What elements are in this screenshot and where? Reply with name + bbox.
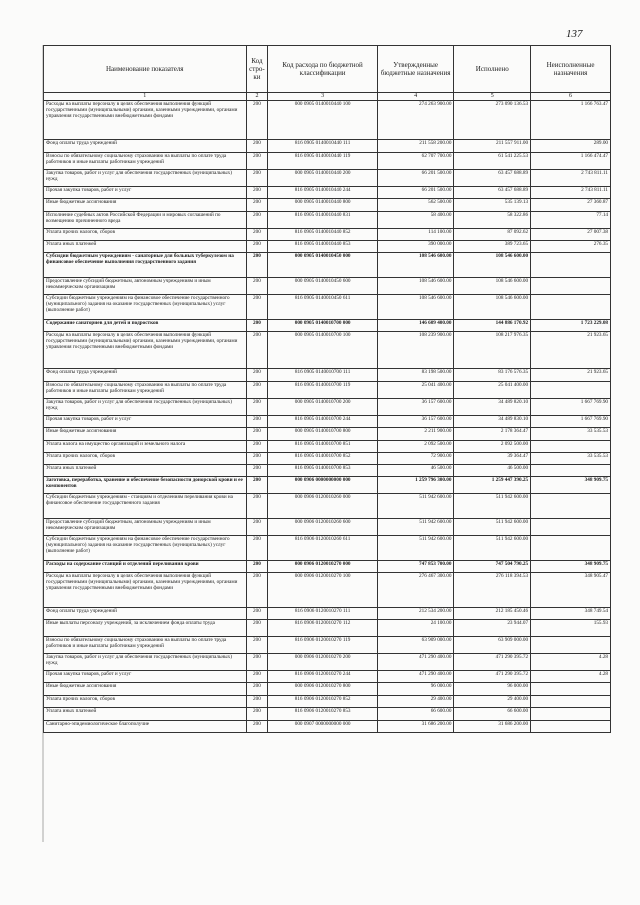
cell-approved: 25 041 400.00 (377, 382, 454, 399)
table-row (44, 170, 611, 187)
table-row (44, 536, 611, 561)
cell-unexecuted: 1 667 769.90 (531, 399, 611, 416)
cell-name: Субсидии бюджетным учреждениям - санаторные для больных туберкулезом на финансовое обеспечение выполнения государственного задания (44, 253, 247, 278)
cell-executed: 23 944.07 (454, 620, 531, 637)
cell-approved: 114 100.00 (377, 229, 454, 241)
cell-budget-code: 000 0905 0140010440 800 (268, 199, 377, 212)
cell-executed: 2 092 500.00 (454, 441, 531, 453)
cell-budget-code: 000 0905 0140010450 000 (268, 253, 377, 278)
cell-name: Субсидии бюджетным учреждениям - станциям и отделениям переливания крови на финансовое обеспечение государственного задания (44, 494, 247, 519)
cell-line-code: 200 (246, 101, 268, 140)
cell-unexecuted: 4.28 (531, 671, 611, 683)
table-body (44, 101, 611, 733)
cell-name: Закупка товаров, работ и услуг для обеспечения государственных (муниципальных) нужд (44, 399, 247, 416)
cell-name: Уплата налога на имущество организаций и земельного налога (44, 441, 247, 453)
cell-line-code: 200 (246, 696, 268, 708)
cell-executed: 535 139.13 (454, 199, 531, 212)
cell-name: Иные бюджетные ассигнования (44, 428, 247, 441)
cell-name: Расходы на содержание станций и отделений переливания крови (44, 561, 247, 573)
cell-unexecuted: 1 667 769.90 (531, 416, 611, 428)
cell-executed: 511 942 600.00 (454, 536, 531, 561)
cell-executed: 31 686 200.00 (454, 721, 531, 733)
cell-name: Предоставление субсидий бюджетным, автономным учреждениям и иным некоммерческим организациям (44, 519, 247, 536)
cell-name: Фонд оплаты труда учреждений (44, 608, 247, 620)
cell-unexecuted: 1 166 763.47 (531, 101, 611, 140)
cell-unexecuted (531, 721, 611, 733)
cell-unexecuted (531, 696, 611, 708)
cell-approved: 2 092 500.00 (377, 441, 454, 453)
table-row (44, 561, 611, 573)
table-row (44, 573, 611, 608)
cell-unexecuted: 2 743 811.11 (531, 187, 611, 199)
cell-executed: 63 457 688.89 (454, 170, 531, 187)
cell-line-code: 200 (246, 399, 268, 416)
table-row (44, 295, 611, 320)
cell-unexecuted (531, 278, 611, 295)
cell-unexecuted: 27 360.87 (531, 199, 611, 212)
cell-executed: 276 118 394.53 (454, 573, 531, 608)
cell-name: Расходы на выплаты персоналу в целях обеспечения выполнения функций государственными (муниципальными) органами, казенными учреждениями, органами управления государственными внебюджетными фондами (44, 101, 247, 140)
cell-budget-code: 816 0905 0140010700 111 (268, 369, 377, 382)
cell-budget-code: 816 0906 0120010270 852 (268, 696, 377, 708)
cell-approved: 108 239 900.00 (377, 332, 454, 369)
cell-line-code: 200 (246, 654, 268, 671)
header-kbk: Код расхода по бюджетной классификации (268, 46, 377, 93)
cell-budget-code: 000 0906 0120010260 000 (268, 494, 377, 519)
cell-budget-code: 000 0905 0140010440 200 (268, 170, 377, 187)
cell-budget-code: 000 0906 0120010270 200 (268, 654, 377, 671)
table-row (44, 428, 611, 441)
cell-approved: 58 400.00 (377, 212, 454, 229)
cell-approved: 390 000.00 (377, 241, 454, 253)
cell-name: Прочая закупка товаров, работ и услуг (44, 671, 247, 683)
cell-budget-code: 000 0906 0120010260 600 (268, 519, 377, 536)
cell-budget-code: 816 0905 0140010440 831 (268, 212, 377, 229)
cell-budget-code: 000 0907 0000000000 000 (268, 721, 377, 733)
cell-executed: 63 909 000.00 (454, 637, 531, 654)
cell-executed: 108 217 976.35 (454, 332, 531, 369)
cell-name: Фонд оплаты труда учреждений (44, 140, 247, 153)
cell-budget-code: 000 0905 0140010440 100 (268, 101, 377, 140)
cell-name: Закупка товаров, работ и услуг для обеспечения государственных (муниципальных) нужд (44, 170, 247, 187)
cell-approved: 24 100.00 (377, 620, 454, 637)
cell-budget-code: 000 0906 0000000000 000 (268, 477, 377, 494)
table-row (44, 671, 611, 683)
cell-unexecuted: 33 535.53 (531, 453, 611, 465)
cell-line-code: 200 (246, 671, 268, 683)
header-executed: Исполнено (454, 46, 531, 93)
table-row (44, 212, 611, 229)
cell-line-code: 200 (246, 140, 268, 153)
cell-budget-code: 816 0906 0120010270 112 (268, 620, 377, 637)
cell-unexecuted: 21 923.65 (531, 369, 611, 382)
table-row (44, 654, 611, 671)
cell-budget-code: 816 0905 0140010440 853 (268, 241, 377, 253)
cell-name: Взносы по обязательному социальному страхованию на выплаты по оплате труда работников и иные выплаты работникам учреждений (44, 153, 247, 170)
column-number: 5 (454, 93, 531, 101)
cell-line-code: 200 (246, 573, 268, 608)
cell-executed: 63 457 688.89 (454, 187, 531, 199)
cell-approved: 146 609 400.00 (377, 320, 454, 332)
cell-budget-code: 816 0905 0140010450 611 (268, 295, 377, 320)
cell-name: Расходы на выплаты персоналу в целях обеспечения выполнения функций государственными (муниципальными) органами, казенными учреждениями, органами управления государственными внебюджетными фондами (44, 573, 247, 608)
cell-name: Взносы по обязательному социальному страхованию на выплаты по оплате труда работников и иные выплаты работникам учреждений (44, 637, 247, 654)
cell-name: Исполнение судебных актов Российской Федерации и мировых соглашений по возмещению причиненного вреда (44, 212, 247, 229)
table-row (44, 465, 611, 477)
cell-name: Прочая закупка товаров, работ и услуг (44, 187, 247, 199)
cell-executed: 25 041 400.00 (454, 382, 531, 399)
column-number: 6 (531, 93, 611, 101)
cell-approved: 471 290 400.00 (377, 671, 454, 683)
cell-name: Уплата прочих налогов, сборов (44, 453, 247, 465)
cell-executed: 66 600.00 (454, 708, 531, 721)
cell-line-code: 200 (246, 241, 268, 253)
cell-line-code: 200 (246, 683, 268, 696)
cell-unexecuted (531, 382, 611, 399)
cell-line-code: 200 (246, 187, 268, 199)
cell-line-code: 200 (246, 332, 268, 369)
cell-approved: 2 211 900.00 (377, 428, 454, 441)
cell-unexecuted: 21 923.65 (531, 332, 611, 369)
column-number: 2 (246, 93, 268, 101)
cell-executed: 2 178 364.47 (454, 428, 531, 441)
cell-line-code: 200 (246, 428, 268, 441)
cell-name: Взносы по обязательному социальному страхованию на выплаты по оплате труда работников и иные выплаты работникам учреждений (44, 382, 247, 399)
table-row (44, 721, 611, 733)
cell-unexecuted: 348 909.75 (531, 561, 611, 573)
cell-unexecuted: 276.35 (531, 241, 611, 253)
table-header-row (44, 46, 611, 93)
cell-unexecuted: 155.93 (531, 620, 611, 637)
cell-executed: 108 546 600.00 (454, 253, 531, 278)
cell-approved: 96 000.00 (377, 683, 454, 696)
table-row (44, 153, 611, 170)
cell-budget-code: 816 0905 0140010700 119 (268, 382, 377, 399)
cell-budget-code: 000 0906 0120010270 100 (268, 573, 377, 608)
header-unexecuted: Неисполненные назначения (531, 46, 611, 93)
cell-unexecuted: 348 905.47 (531, 573, 611, 608)
table-row (44, 683, 611, 696)
cell-executed: 34 489 830.10 (454, 416, 531, 428)
cell-executed: 389 723.65 (454, 241, 531, 253)
cell-approved: 46 500.00 (377, 465, 454, 477)
cell-approved: 212 534 200.00 (377, 608, 454, 620)
cell-approved: 31 686 200.00 (377, 721, 454, 733)
cell-line-code: 200 (246, 708, 268, 721)
cell-unexecuted (531, 637, 611, 654)
cell-unexecuted (531, 295, 611, 320)
cell-line-code: 200 (246, 320, 268, 332)
cell-approved: 36 157 600.00 (377, 416, 454, 428)
cell-unexecuted (531, 536, 611, 561)
cell-line-code: 200 (246, 637, 268, 654)
cell-executed: 58 322.86 (454, 212, 531, 229)
cell-line-code: 200 (246, 278, 268, 295)
cell-name: Санитарно-эпидемиологическое благополучие (44, 721, 247, 733)
cell-approved: 211 558 200.00 (377, 140, 454, 153)
cell-executed: 211 557 911.00 (454, 140, 531, 153)
cell-name: Фонд оплаты труда учреждений (44, 369, 247, 382)
cell-budget-code: 000 0906 0120010270 000 (268, 561, 377, 573)
cell-budget-code: 000 0905 0140010700 100 (268, 332, 377, 369)
cell-executed: 1 259 447 390.25 (454, 477, 531, 494)
cell-budget-code: 816 0905 0140010440 244 (268, 187, 377, 199)
table-row (44, 229, 611, 241)
cell-line-code: 200 (246, 295, 268, 320)
cell-name: Субсидии бюджетным учреждениям на финансовое обеспечение государственного (муниципального) задания на оказание государственных (муниципальных) услуг (выполнение работ) (44, 536, 247, 561)
table-row (44, 696, 611, 708)
table-row (44, 477, 611, 494)
cell-executed: 511 942 600.00 (454, 494, 531, 519)
cell-line-code: 200 (246, 153, 268, 170)
cell-budget-code: 816 0905 0140010700 851 (268, 441, 377, 453)
table-row (44, 620, 611, 637)
cell-budget-code: 816 0906 0120010270 119 (268, 637, 377, 654)
cell-unexecuted (531, 253, 611, 278)
cell-budget-code: 000 0906 0120010270 800 (268, 683, 377, 696)
cell-budget-code: 816 0905 0140010700 853 (268, 465, 377, 477)
cell-name: Иные выплаты персоналу учреждений, за исключением фонда оплаты труда (44, 620, 247, 637)
cell-line-code: 200 (246, 477, 268, 494)
cell-line-code: 200 (246, 382, 268, 399)
cell-name: Уплата прочих налогов, сборов (44, 696, 247, 708)
cell-name: Закупка товаров, работ и услуг для обеспечения государственных (муниципальных) нужд (44, 654, 247, 671)
cell-executed: 144 886 170.92 (454, 320, 531, 332)
cell-unexecuted: 2 743 811.11 (531, 170, 611, 187)
cell-unexecuted (531, 519, 611, 536)
table-row (44, 253, 611, 278)
cell-line-code: 200 (246, 465, 268, 477)
cell-name: Уплата иных платежей (44, 708, 247, 721)
table-row (44, 416, 611, 428)
cell-approved: 511 942 600.00 (377, 536, 454, 561)
column-number-row (44, 93, 611, 101)
cell-approved: 83 198 500.00 (377, 369, 454, 382)
cell-budget-code: 816 0905 0140010440 111 (268, 140, 377, 153)
cell-approved: 63 909 000.00 (377, 637, 454, 654)
cell-unexecuted: 27 007.38 (531, 229, 611, 241)
cell-line-code: 200 (246, 170, 268, 187)
column-number: 1 (44, 93, 247, 101)
cell-unexecuted (531, 683, 611, 696)
page-number: 137 (566, 28, 583, 40)
cell-approved: 36 157 600.00 (377, 399, 454, 416)
table-row (44, 494, 611, 519)
cell-line-code: 200 (246, 536, 268, 561)
cell-approved: 66 600.00 (377, 708, 454, 721)
cell-executed: 34 489 820.10 (454, 399, 531, 416)
cell-line-code: 200 (246, 369, 268, 382)
cell-name: Уплата иных платежей (44, 465, 247, 477)
cell-approved: 511 942 600.00 (377, 494, 454, 519)
cell-approved: 108 546 600.00 (377, 278, 454, 295)
cell-executed: 511 942 600.00 (454, 519, 531, 536)
cell-executed: 96 000.00 (454, 683, 531, 696)
cell-line-code: 200 (246, 441, 268, 453)
column-number: 3 (268, 93, 377, 101)
table-row (44, 519, 611, 536)
table-row (44, 708, 611, 721)
cell-name: Субсидии бюджетным учреждениям на финансовое обеспечение государственного (муниципального) задания на оказание государственных (муниципальных) услуг (выполнение работ) (44, 295, 247, 320)
table-row (44, 101, 611, 140)
cell-line-code: 200 (246, 561, 268, 573)
cell-line-code: 200 (246, 453, 268, 465)
cell-budget-code: 816 0906 0120010270 853 (268, 708, 377, 721)
cell-approved: 108 546 600.00 (377, 253, 454, 278)
cell-executed: 39 364.47 (454, 453, 531, 465)
cell-unexecuted: 1 723 229.08 (531, 320, 611, 332)
cell-approved: 108 546 600.00 (377, 295, 454, 320)
cell-line-code: 200 (246, 519, 268, 536)
table-row (44, 320, 611, 332)
cell-name: Иные бюджетные ассигнования (44, 199, 247, 212)
table-row (44, 199, 611, 212)
cell-unexecuted (531, 465, 611, 477)
cell-approved: 274 263 900.00 (377, 101, 454, 140)
cell-approved: 72 900.00 (377, 453, 454, 465)
cell-name: Иные бюджетные ассигнования (44, 683, 247, 696)
cell-unexecuted: 348 909.75 (531, 477, 611, 494)
cell-budget-code: 000 0905 0140010450 600 (268, 278, 377, 295)
cell-budget-code: 816 0905 0140010440 119 (268, 153, 377, 170)
cell-executed: 747 504 790.25 (454, 561, 531, 573)
cell-unexecuted (531, 708, 611, 721)
budget-report-table (43, 45, 611, 733)
cell-approved: 276 467 300.00 (377, 573, 454, 608)
cell-budget-code: 000 0905 0140010700 000 (268, 320, 377, 332)
cell-name: Прочая закупка товаров, работ и услуг (44, 416, 247, 428)
cell-line-code: 200 (246, 199, 268, 212)
cell-line-code: 200 (246, 229, 268, 241)
cell-unexecuted: 1 166 474.47 (531, 153, 611, 170)
cell-line-code: 200 (246, 494, 268, 519)
cell-name: Уплата прочих налогов, сборов (44, 229, 247, 241)
cell-budget-code: 816 0906 0120010270 244 (268, 671, 377, 683)
cell-budget-code: 816 0906 0120010270 111 (268, 608, 377, 620)
cell-line-code: 200 (246, 253, 268, 278)
cell-approved: 747 853 700.00 (377, 561, 454, 573)
table-row (44, 332, 611, 369)
cell-executed: 108 546 600.00 (454, 278, 531, 295)
cell-line-code: 200 (246, 721, 268, 733)
cell-executed: 212 185 450.46 (454, 608, 531, 620)
cell-executed: 471 290 395.72 (454, 654, 531, 671)
table-row (44, 382, 611, 399)
column-number: 4 (377, 93, 454, 101)
cell-executed: 29 400.00 (454, 696, 531, 708)
table-row (44, 241, 611, 253)
cell-budget-code: 000 0905 0140010700 800 (268, 428, 377, 441)
cell-approved: 66 201 500.00 (377, 187, 454, 199)
cell-unexecuted (531, 441, 611, 453)
cell-approved: 29 400.00 (377, 696, 454, 708)
cell-unexecuted: 33 535.53 (531, 428, 611, 441)
cell-approved: 62 707 700.00 (377, 153, 454, 170)
table-row (44, 441, 611, 453)
table-row (44, 140, 611, 153)
cell-approved: 471 290 400.00 (377, 654, 454, 671)
cell-unexecuted: 348 749.54 (531, 608, 611, 620)
cell-name: Содержание санаториев для детей и подростков (44, 320, 247, 332)
cell-executed: 83 176 576.35 (454, 369, 531, 382)
header-name: Наименование показателя (44, 46, 247, 93)
table-row (44, 608, 611, 620)
cell-approved: 66 201 500.00 (377, 170, 454, 187)
cell-name: Расходы на выплаты персоналу в целях обеспечения выполнения функций государственными (муниципальными) органами, казенными учреждениями, органами управления государственными внебюджетными фондами (44, 332, 247, 369)
cell-budget-code: 816 0906 0120010260 611 (268, 536, 377, 561)
cell-approved: 562 500.00 (377, 199, 454, 212)
cell-name: Предоставление субсидий бюджетным, автономным учреждениям и иным некоммерческим организациям (44, 278, 247, 295)
cell-approved: 1 259 796 300.00 (377, 477, 454, 494)
table-row (44, 369, 611, 382)
cell-name: Заготовка, переработка, хранение и обеспечение безопасности донорской крови и ее компонентов (44, 477, 247, 494)
cell-unexecuted (531, 494, 611, 519)
cell-budget-code: 816 0905 0140010440 852 (268, 229, 377, 241)
table-row (44, 399, 611, 416)
header-code: Код стро-ки (246, 46, 268, 93)
cell-executed: 46 500.00 (454, 465, 531, 477)
cell-line-code: 200 (246, 608, 268, 620)
cell-budget-code: 816 0905 0140010700 852 (268, 453, 377, 465)
table-row (44, 187, 611, 199)
cell-unexecuted: 77.14 (531, 212, 611, 229)
cell-budget-code: 000 0905 0140010700 200 (268, 399, 377, 416)
header-approved: Утвержденные бюджетные назначения (377, 46, 454, 93)
cell-executed: 273 090 136.53 (454, 101, 531, 140)
cell-line-code: 200 (246, 620, 268, 637)
cell-unexecuted: 4.28 (531, 654, 611, 671)
cell-unexecuted: 289.00 (531, 140, 611, 153)
table-row (44, 637, 611, 654)
cell-executed: 87 092.62 (454, 229, 531, 241)
table-row (44, 453, 611, 465)
cell-approved: 511 942 600.00 (377, 519, 454, 536)
table-row (44, 278, 611, 295)
cell-executed: 61 541 225.53 (454, 153, 531, 170)
cell-executed: 471 290 395.72 (454, 671, 531, 683)
cell-budget-code: 816 0905 0140010700 244 (268, 416, 377, 428)
cell-name: Уплата иных платежей (44, 241, 247, 253)
cell-line-code: 200 (246, 212, 268, 229)
cell-executed: 108 546 600.00 (454, 295, 531, 320)
cell-line-code: 200 (246, 416, 268, 428)
